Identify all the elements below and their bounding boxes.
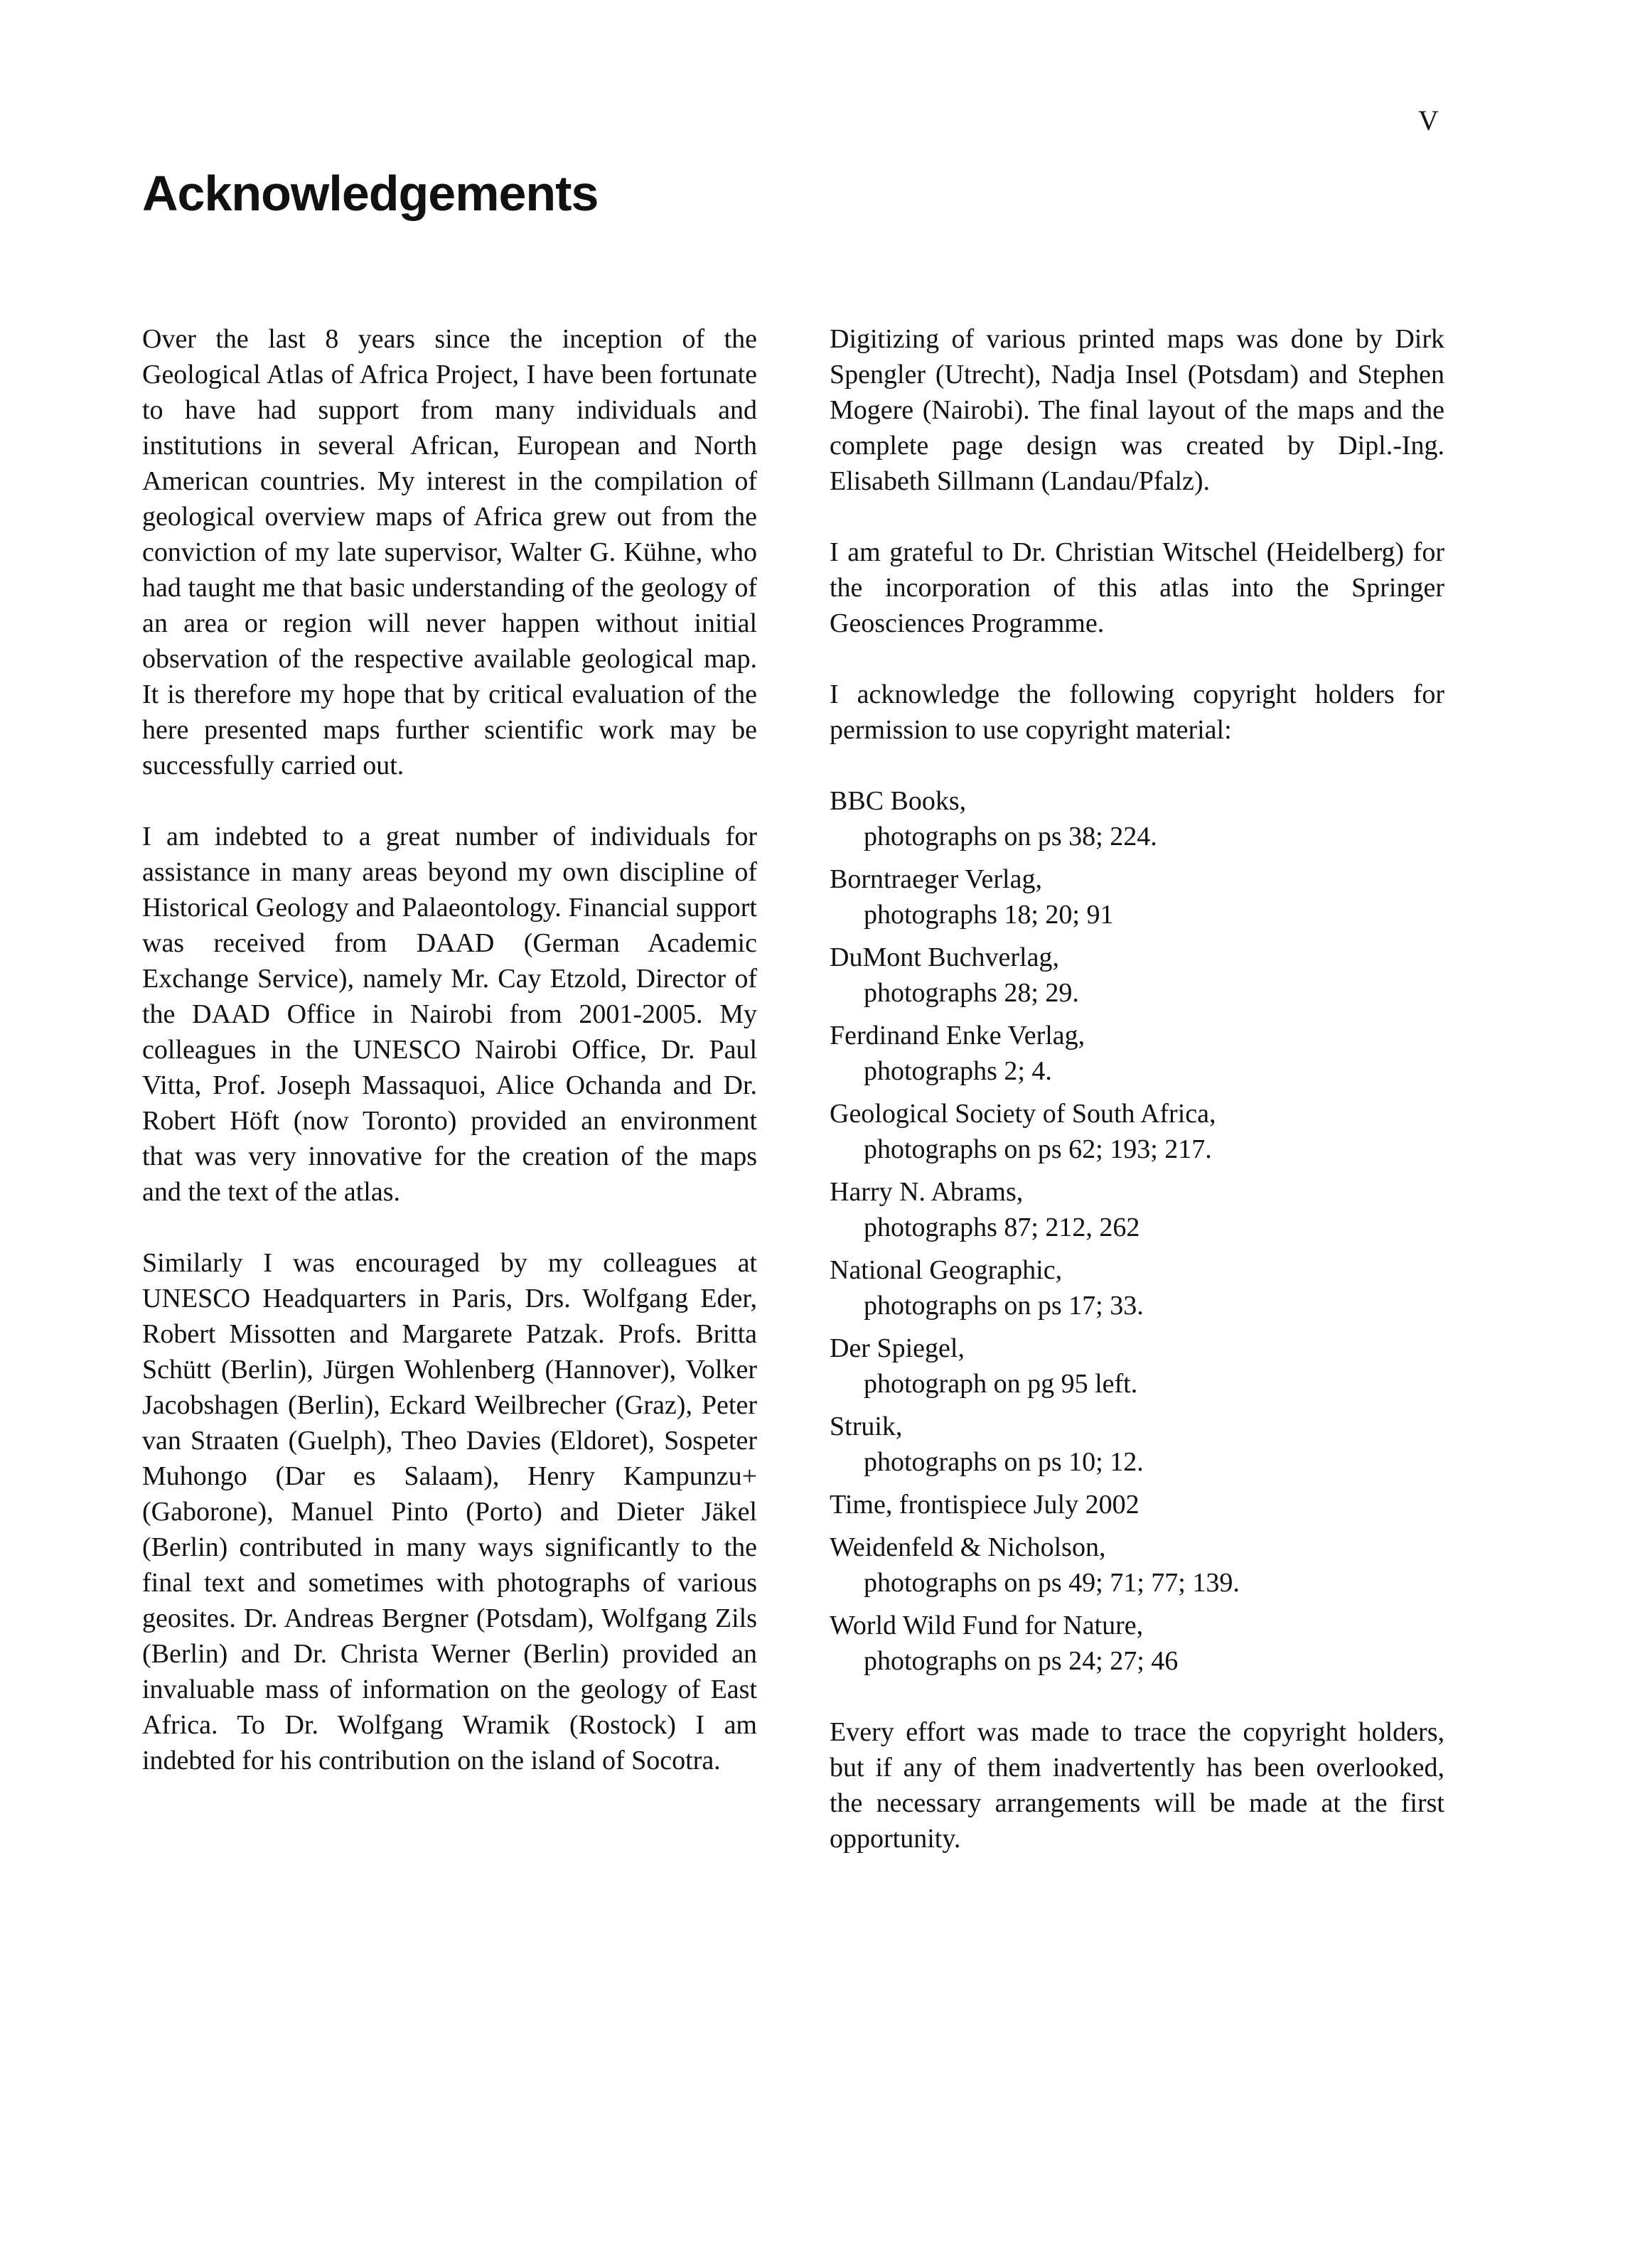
credit-detail: photographs on ps 62; 193; 217. [864, 1134, 1212, 1164]
paragraph-copyright-closing: Every effort was made to trace the copyright holders, but if any of them inadvertently has been overlooked, the necessary arrangements will be made at the first opportunity. [830, 1717, 1444, 1854]
credit-item [830, 1530, 1444, 1601]
credit-item [830, 940, 1444, 1011]
credit-detail: photographs 2; 4. [864, 1056, 1052, 1086]
credit-source: Ferdinand Enke Verlag, [830, 1021, 1085, 1050]
page-number: V [1418, 104, 1439, 136]
credit-source: Geological Society of South Africa, [830, 1099, 1216, 1129]
credit-detail: photographs 18; 20; 91 [864, 900, 1114, 930]
credit-detail: photographs on ps 24; 27; 46 [864, 1646, 1179, 1676]
credit-item [830, 783, 1444, 854]
credit-item [830, 1487, 1444, 1522]
credit-source: BBC Books, [830, 786, 967, 816]
credit-source: Der Spiegel, [830, 1333, 965, 1363]
credit-detail: photographs on ps 17; 33. [864, 1291, 1144, 1321]
credit-detail: photograph on pg 95 left. [864, 1369, 1138, 1399]
page-title: Acknowledgements [142, 166, 599, 221]
right-column [830, 321, 1444, 1892]
paragraph-individual-support: I am indebted to a great number of individuals for assistance in many areas beyond my own discipline of Historical Geology and Palaeontology. Financial support was received from DAAD (German Academic Exchange Service), namely Mr. Cay Etzold, Director of the DAAD Office in Nairobi from 2001-2005. My colleagues in the UNESCO Nairobi Office, Dr. Paul Vitta, Prof. Joseph Massaquoi, Alice Ochanda and Dr. Robert Höft (now Toronto) provided an environment that was very innovative for the creation of the maps and the text of the atlas. [142, 822, 757, 1207]
credit-source: National Geographic, [830, 1255, 1063, 1285]
credit-detail: photographs 87; 212, 262 [864, 1213, 1140, 1242]
left-column [142, 321, 757, 1814]
credit-source: Time, frontispiece July 2002 [830, 1490, 1140, 1520]
credit-item [830, 1409, 1444, 1480]
credit-source: Weidenfeld & Nicholson, [830, 1532, 1106, 1562]
paragraph-springer: I am grateful to Dr. Christian Witschel (Heidelberg) for the incorporation of this atlas into the Springer Geosciences Programme. [830, 537, 1444, 638]
paragraph-project-inception: Over the last 8 years since the inception of the Geological Atlas of Africa Project, I have been fortunate to have had support from many individuals and institutions in several African, European and North American countries. My interest in the compilation of geological overview maps of Africa grew out from the conviction of my late supervisor, Walter G. Kühne, who had taught me that basic understanding of the geology of an area or region will never happen without initial observation of the respective available geological map. It is therefore my hope that by critical evaluation of the here presented maps further scientific work may be successfully carried out. [142, 324, 757, 780]
credit-item [830, 861, 1444, 933]
paragraph-copyright-intro: I acknowledge the following copyright holders for permission to use copyright material: [830, 679, 1444, 745]
credit-source: World Wild Fund for Nature, [830, 1611, 1144, 1640]
copyright-credits-list [830, 783, 1444, 1679]
credit-detail: photographs on ps 10; 12. [864, 1447, 1144, 1477]
credit-item [830, 1331, 1444, 1402]
credit-detail: photographs on ps 49; 71; 77; 139. [864, 1568, 1240, 1598]
credit-source: Struik, [830, 1412, 903, 1441]
paragraph-unesco-colleagues: Similarly I was encouraged by my colleagues at UNESCO Headquarters in Paris, Drs. Wolfgang Eder, Robert Missotten and Margarete Patzak. Profs. Britta Schütt (Berlin), Jürgen Wohlenberg (Hannover), Volker Jacobshagen (Berlin), Eckard Weilbrecher (Graz), Peter van Straaten (Guelph), Theo Davies (Eldoret), Sospeter Muhongo (Dar es Salaam), Henry Kampunzu+ (Gaborone), Manuel Pinto (Porto) and Dieter Jäkel (Berlin) contributed in many ways significantly to the final text and sometimes with photographs of various geosites. Dr. Andreas Bergner (Potsdam), Wolfgang Zils (Berlin) and Dr. Christa Werner (Berlin) provided an invaluable mass of information on the geology of East Africa. To Dr. Wolfgang Wramik (Rostock) I am indebted for his contribution on the island of Socotra. [142, 1248, 757, 1775]
credit-source: Harry N. Abrams, [830, 1177, 1024, 1207]
credit-item [830, 1174, 1444, 1245]
paragraph-digitizing: Digitizing of various printed maps was done by Dirk Spengler (Utrecht), Nadja Insel (Potsdam) and Stephen Mogere (Nairobi). The final layout of the maps and the complete page design was created by Dipl.-Ing. Elisabeth Sillmann (Landau/Pfalz). [830, 324, 1444, 496]
credit-source: Borntraeger Verlag, [830, 864, 1042, 894]
credit-detail: photographs on ps 38; 224. [864, 822, 1157, 851]
credit-source: DuMont Buchverlag, [830, 942, 1059, 972]
credit-item [830, 1252, 1444, 1323]
credit-detail: photographs 28; 29. [864, 978, 1079, 1008]
credit-item [830, 1096, 1444, 1167]
credit-item [830, 1608, 1444, 1679]
credit-item [830, 1018, 1444, 1089]
